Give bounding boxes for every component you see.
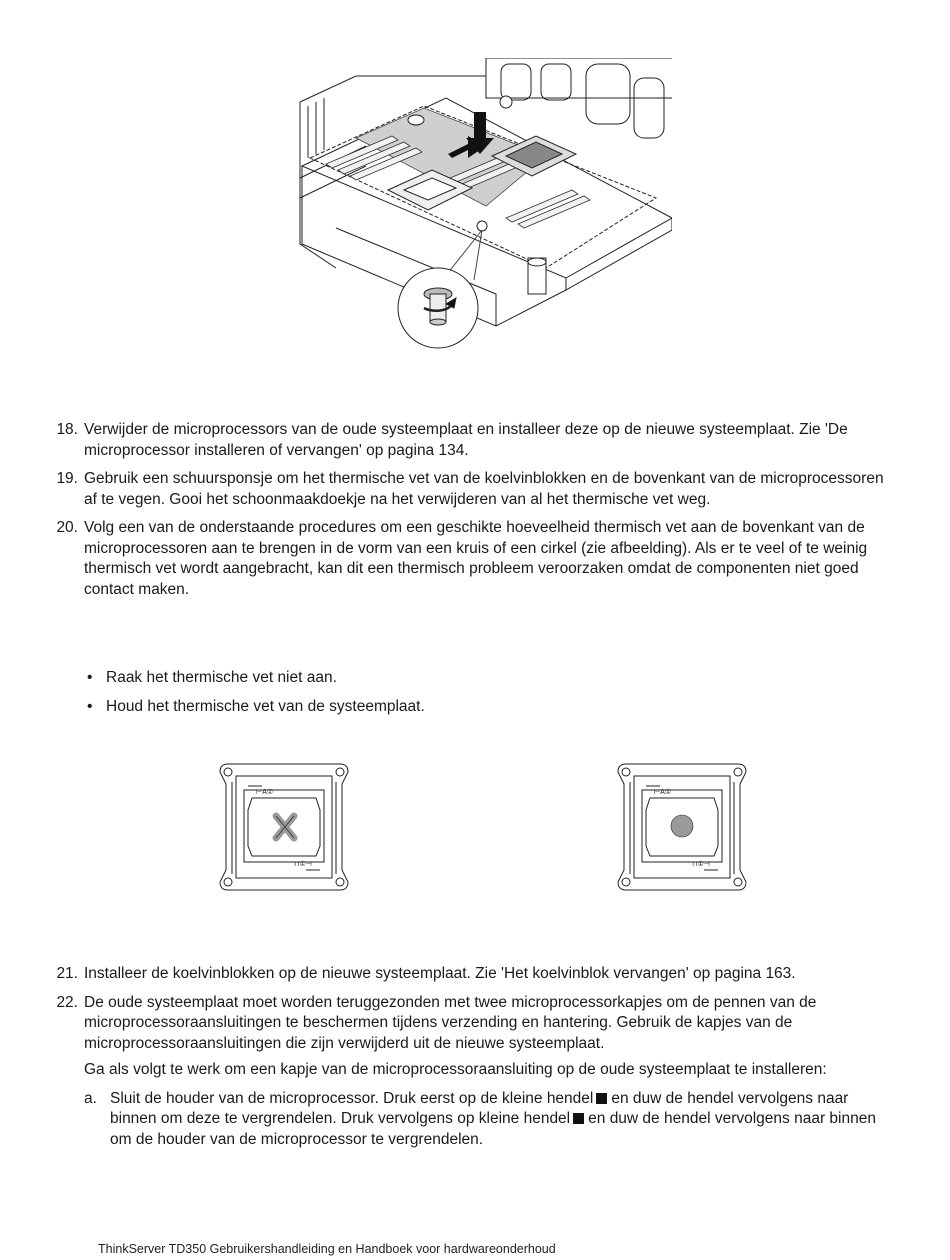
- step-number: 19.: [56, 470, 78, 487]
- substep-a: [84, 1089, 893, 1151]
- step-number: 22.: [56, 993, 78, 1011]
- step-number: 20.: [56, 519, 78, 536]
- square-marker-icon: [596, 1093, 607, 1104]
- bullet-text: Raak het thermische vet niet aan.: [106, 669, 337, 686]
- substep-text-3: en duw de hendel vervolgens naar binnen om de houder van de microprocessor te vergrendelen.: [110, 1110, 876, 1148]
- step-number: 21.: [56, 965, 78, 982]
- step-text: De oude systeemplaat moet worden teruggezonden met twee microprocessorkapjes om de pennen van de microprocessoraansluitingen te beschermen tijdens verzending en hantering. Gebruik de kapjes van de microprocessoraansluitingen die zijn verwijderd uit de nieuwe systeemplaat.: [84, 993, 817, 1052]
- system-board-illustration: [296, 58, 672, 352]
- caution-bullets: [84, 668, 864, 725]
- step-text: Installeer de koelvinblokken op de nieuwe systeemplaat. Zie 'Het koelvinblok vervangen' op pagina 163.: [84, 965, 796, 982]
- bullet-item: [84, 697, 864, 718]
- steps-list-upper: [48, 420, 893, 608]
- step-22: [48, 993, 893, 1151]
- bullet-text: Houd het thermische vet van de systeemplaat.: [106, 697, 425, 715]
- svg-text:⊓①⊣: ⊓①⊣: [692, 860, 710, 868]
- substep-text-2: en duw de hendel vervolgens naar binnen om deze te vergrendelen. Druk vervolgens op kleine hendel: [110, 1089, 849, 1127]
- step-text: Volg een van de onderstaande procedures om een geschikte hoeveelheid thermisch vet aan de bovenkant van de microprocessoren aan te brengen in de vorm van een kruis of een cirkel (zie afbeelding). Als er te veel of te weinig thermisch vet wordt aangebracht, kan dit een thermisch probleem veroorzaken omdat de componenten niet goed contact maken.: [84, 519, 868, 598]
- step-18: [48, 420, 893, 461]
- bullet-item: [84, 668, 864, 689]
- step-20: [48, 518, 893, 600]
- socket-circle-pattern-illustration: [616, 762, 748, 892]
- step-22-paragraph: Ga als volgt te werk om een kapje van de microprocessoraansluiting op de oude systeemplaat te installeren:: [84, 1061, 827, 1078]
- svg-text:⊢A①: ⊢A①: [256, 788, 274, 796]
- steps-list-lower: [48, 964, 893, 1158]
- step-text: Verwijder de microprocessors van de oude systeemplaat en installeer deze op de nieuwe systeemplaat. Zie 'De microprocessor installeren of vervangen' op pagina 134.: [84, 421, 848, 459]
- step-21: [48, 964, 893, 985]
- substep-text-1: Sluit de houder van de microprocessor. Druk eerst op de kleine hendel: [110, 1089, 594, 1107]
- svg-text:⊢A①: ⊢A①: [654, 788, 672, 796]
- square-marker-icon: [573, 1113, 584, 1124]
- svg-text:⊓①⊣: ⊓①⊣: [294, 860, 312, 868]
- step-text: Gebruik een schuursponsje om het thermische vet van de koelvinblokken en de bovenkant van de microprocessoren af te vegen. Gooi het schoonmaakdoekje na het verwijderen van al het thermische vet weg.: [84, 470, 884, 508]
- page-footer: ThinkServer TD350 Gebruikershandleiding en Handboek voor hardwareonderhoud: [98, 1242, 556, 1256]
- bullet-dot-icon: •: [87, 697, 93, 715]
- step-19: [48, 469, 893, 510]
- step-number: 18.: [56, 421, 78, 438]
- bullet-dot-icon: •: [87, 669, 93, 686]
- substep-letter: a.: [84, 1089, 97, 1107]
- socket-cross-pattern-illustration: [218, 762, 350, 892]
